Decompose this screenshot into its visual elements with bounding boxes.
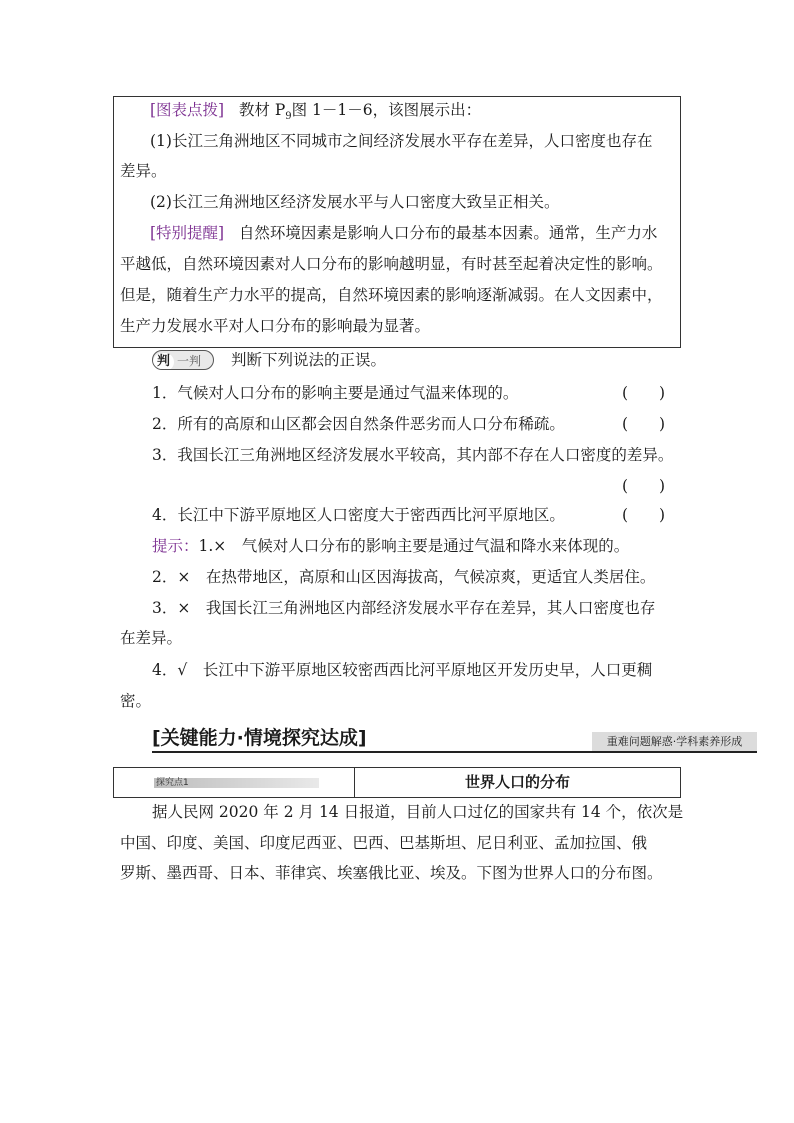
question-3: 3．我国长江三角洲地区经济发展水平较高，其内部不存在人口密度的差异。 (152, 446, 674, 464)
judge-badge-right: 一判 (177, 354, 202, 368)
topic-label-cell (114, 768, 355, 797)
figure-tip-line (150, 99, 481, 128)
judge-instruction: 判断下列说法的正误。 (231, 351, 387, 369)
special-reminder-line-c: 但是，随着生产力水平的提高，自然环境因素的影响逐渐减弱。在人文因素中， (120, 286, 663, 304)
topic-label: 探究点1 (156, 778, 189, 788)
question-4: 4．长江中下游平原地区人口密度大于密西西比河平原地区。 (152, 506, 565, 524)
question-1: 1．气候对人口分布的影响主要是通过气温来体现的。 (152, 384, 519, 402)
answer-1 (152, 535, 629, 557)
special-reminder-text: 自然环境因素是影响人口分布的最基本因素。通常，生产力水 (238, 224, 658, 242)
hint-label: 提示： (152, 537, 199, 555)
answer-3-line2: 在差异。 (120, 629, 183, 647)
answer-1-text: 1.× 气候对人口分布的影响主要是通过气温和降水来体现的。 (198, 537, 630, 555)
judge-badge (152, 350, 214, 370)
figure-tip-text: 教材 P (238, 101, 286, 119)
body-line-3: 罗斯、墨西哥、日本、菲律宾、埃塞俄比亚、埃及。下图为世界人口的分布图。 (120, 864, 663, 882)
answer-blank-4[interactable]: ( ) (622, 506, 666, 524)
tip-point-1-line1: (1)长江三角洲地区不同城市之间经济发展水平存在差异，人口密度也存在 (150, 132, 653, 150)
answer-2: 2．× 在热带地区，高原和山区因海拔高，气候凉爽，更适宜人类居住。 (152, 568, 656, 586)
special-reminder-line-d: 生产力发展水平对人口分布的影响最为显著。 (120, 317, 431, 335)
topic-title: 世界人口的分布 (464, 773, 570, 791)
answer-blank-3[interactable]: ( ) (622, 477, 666, 495)
topic-header (113, 767, 681, 798)
answer-3-line1: 3．× 我国长江三角洲地区内部经济发展水平存在差异，其人口密度也存 (152, 599, 656, 617)
special-reminder-tag: [特别提醒] (150, 224, 225, 242)
answer-4-line2: 密。 (120, 692, 152, 710)
judge-badge-left: 判 (153, 353, 174, 370)
body-line-1: 据人民网 2020 年 2 月 14 日报道，目前人口过亿的国家共有 14 个，依次是 (152, 803, 684, 821)
figure-tip-page: 9 (285, 111, 292, 123)
special-reminder-line (150, 222, 657, 244)
answer-4-line1: 4．√ 长江中下游平原地区较密西西比河平原地区开发历史早，人口更稠 (152, 661, 653, 679)
section-title: [关键能力·情境探究达成] (152, 727, 367, 749)
answer-blank-2[interactable]: ( ) (622, 415, 666, 433)
body-line-2: 中国、印度、美国、印度尼西亚、巴西、巴基斯坦、尼日利亚、孟加拉国、俄 (120, 834, 648, 852)
tip-point-1-line2: 差异。 (120, 162, 167, 180)
special-reminder-line-b: 平越低，自然环境因素对人口分布的影响越明显，有时甚至起着决定性的影响。 (120, 255, 663, 273)
question-2: 2．所有的高原和山区都会因自然条件恶劣而人口分布稀疏。 (152, 415, 565, 433)
section-divider (152, 751, 757, 753)
answer-blank-1[interactable]: ( ) (622, 384, 666, 402)
figure-tip-rest: 图 1－1－6，该图展示出： (291, 101, 482, 119)
figure-tip-tag: [图表点拨] (150, 101, 225, 119)
tip-point-2: (2)长江三角洲地区经济发展水平与人口密度大致呈正相关。 (150, 193, 560, 211)
section-tag: 重难问题解惑·学科素养形成 (592, 732, 757, 751)
